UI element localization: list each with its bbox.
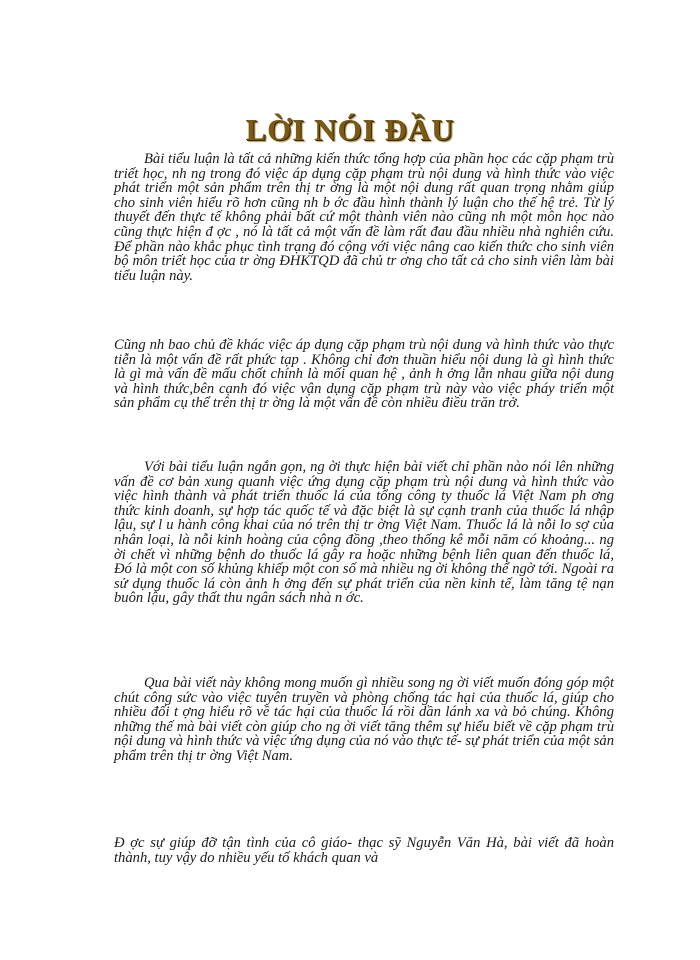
paragraph-intro: Bài tiểu luận là tất cả những kiến thức tổng hợp của phần học các cặp phạm trù triết học, nh ng trong đó việc áp dụng cặp phạm trù nội dung và hình thức vào việc phát triển một sản phẩm trên thị tr ờng là một nội dung rất quan trọng nhằm giúp cho sinh viên hiểu rõ hơn cũng nh b ớc đầu hình thành lý luận cho thế hệ trẻ. Từ lý thuyết đến thực tế không phải bất cứ một thành viên nào cũng nh một môn học nào cũng thực hiện đ ợc , nó là tất cả một vấn đề làm rất đau đầu nhiều nhà nghiên cứu. Để phần nào khắc phục tình trạng đó cộng với việc nâng cao kiến thức cho sinh viên bộ môn triết học của tr ờng ĐHKTQD đã chủ tr ơng cho tất cả cho sinh viên làm bài tiểu luận này.	[114, 151, 614, 284]
paragraph-scope: Với bài tiểu luận ngắn gọn, ng ời thực hiện bài viết chỉ phần nào nói lên những vấn đề cơ bản xung quanh việc ứng dụng cặp phạm trù nội dung và hình thức vào việc hình thành và phát triển thuốc lá của tổng công ty thuốc lá Việt Nam ph ơng thức kinh doanh, sự hợp tác quốc tế và đặc biệt là sự cạnh tranh của thuốc lá nhập lậu, sự l u hành công khai của nó trên thị tr ờng Việt Nam. Thuốc lá là nỗi lo sợ của nhân loại, là nỗi kinh hoàng của cộng đồng ,theo thống kê mỗi năm có khoảng... ng ời chết vì những bệnh do thuốc lá gây ra hoặc những bệnh liên quan đến thuốc lá, Đó là một con số khủng khiếp một con số mà nhiều ng ời không thể ngờ tới. Ngoài ra sử dụng thuốc lá còn ảnh h ởng đến sự phát triển của nền kinh tế, làm tăng tệ nạn buôn lậu, gây thất thu ngân sách nhà n ớc.	[114, 459, 614, 607]
paragraph-purpose: Qua bài viết này không mong muốn gì nhiều song ng ời viết muốn đóng góp một chút công sức vào việc tuyên truyền và phòng chống tác hại của thuốc lá, giúp cho nhiều đối t ợng hiểu rõ về tác hại của thuốc lá rồi dần lánh xa và bỏ chúng. Không những thế mà bài viết còn giúp cho ng ời viết tăng thêm sự hiểu biết về cặp phạm trù nội dung và hình thức và việc ứng dụng của nó vào thực tế- sự phát triển của một sản phẩm trên thị tr ờng Việt Nam.	[114, 675, 614, 764]
page-title: LỜI NÓI ĐẦU	[245, 112, 455, 147]
paragraph-acknowledgement: Đ ợc sự giúp đỡ tận tình của cô giáo- thạc sỹ Nguyễn Văn Hà, bài viết đã hoàn thành, tuy vậy do nhiều yếu tố khách quan và	[114, 835, 614, 866]
paragraph-topic: Cũng nh bao chủ đề khác việc áp dụng cặp phạm trù nội dung và hình thức vào thực tiễn là một vấn đề rất phức tạp . Không chỉ đơn thuần hiểu nội dung là gì hình thức là gì mà vấn đề mấu chốt chính là mối quan hệ , ảnh h ởng lẫn nhau giữa nội dung và hình thức,bên cạnh đó việc vận dụng cặp phạm trù này vào việc pháy triển một sản phẩm cụ thể trên thị tr ờng là một vấn đề còn nhiều điều trăn trở.	[114, 337, 614, 412]
